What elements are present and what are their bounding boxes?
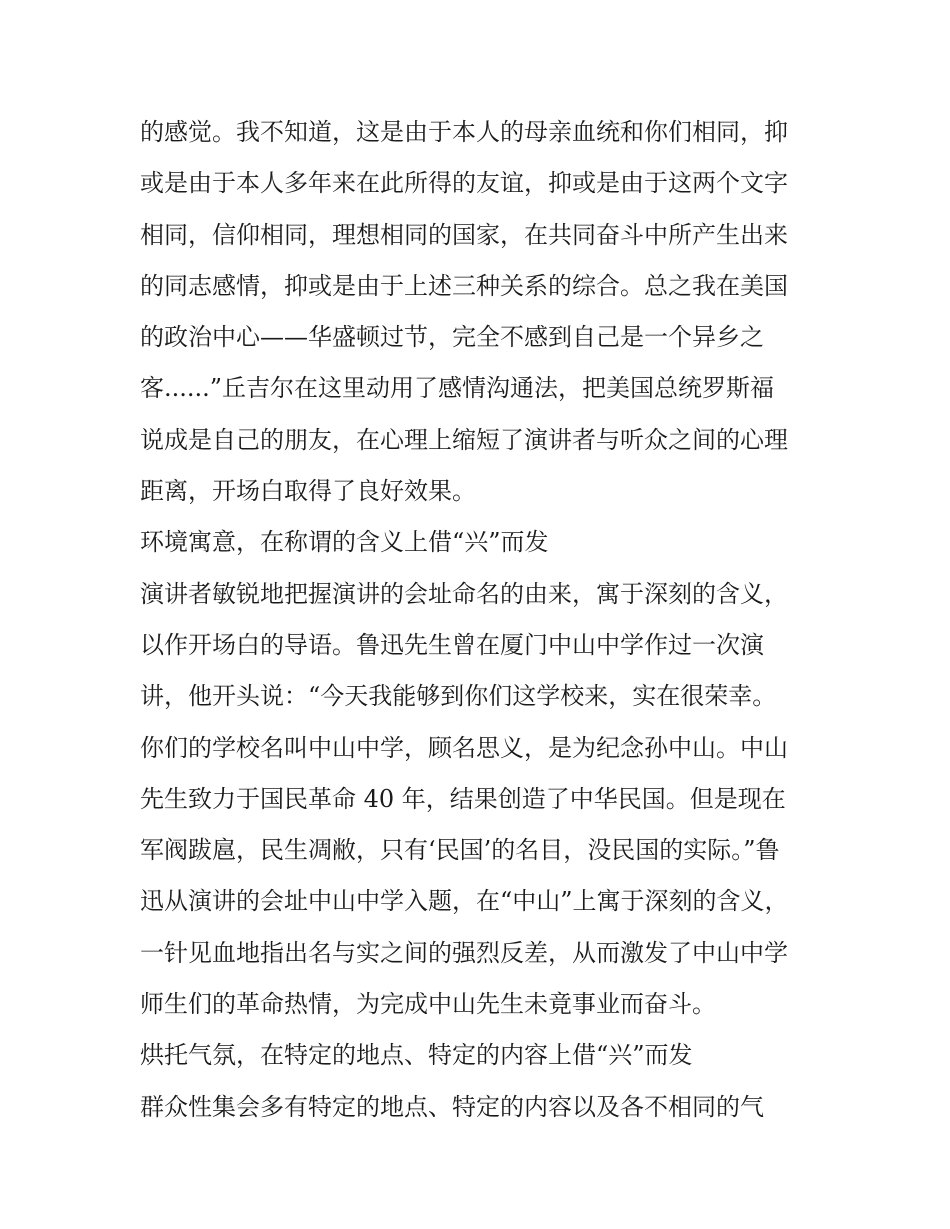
text-line: 群众性集会多有特定的地点、特定的内容以及各不相同的气 (140, 1092, 764, 1121)
text-line: 一针见血地指出名与实之间的强烈反差，从而激发了中山中学 (140, 938, 788, 967)
text-line: 客......”丘吉尔在这里动用了感情沟通法，把美国总统罗斯福 (140, 374, 775, 403)
text-line: 先生致力于国民革命 40 年，结果创造了中华民国。但是现在 (140, 784, 786, 813)
document-body (140, 107, 820, 1133)
text-line: 说成是自己的朋友，在心理上缩短了演讲者与听众之间的心理 (140, 425, 788, 454)
text-line: 迅从演讲的会址中山中学入题，在“中山”上寓于深刻的含义， (140, 887, 789, 916)
text-line: 的政治中心——华盛顿过节，完全不感到自己是一个异乡之 (140, 323, 764, 352)
text-line: 的同志感情，抑或是由于上述三种关系的综合。总之我在美国 (140, 271, 788, 300)
text-line: 讲，他开头说：“今天我能够到你们这学校来，实在很荣幸。 (140, 682, 777, 711)
text-line: 你们的学校名叫中山中学，顾名思义，是为纪念孙中山。中山 (140, 733, 788, 762)
text-line: 或是由于本人多年来在此所得的友谊，抑或是由于这两个文字 (140, 169, 788, 198)
text-line: 师生们的革命热情，为完成中山先生未竟事业而奋斗。 (140, 990, 716, 1019)
text-line: 距离，开场白取得了良好效果。 (140, 477, 476, 506)
text-line: 军阀跋扈，民生凋敝，只有‘民国’的名目，没民国的实际。”鲁 (140, 836, 780, 865)
section-heading: 烘托气氛，在特定的地点、特定的内容上借“兴”而发 (140, 1041, 693, 1070)
text-line: 演讲者敏锐地把握演讲的会址命名的由来，寓于深刻的含义， (140, 579, 788, 608)
text-line: 以作开场白的导语。鲁迅先生曾在厦门中山中学作过一次演 (140, 630, 764, 659)
section-heading: 环境寓意，在称谓的含义上借“兴”而发 (140, 528, 549, 557)
text-line: 的感觉。我不知道，这是由于本人的母亲血统和你们相同，抑 (140, 118, 788, 146)
text-line: 相同，信仰相同，理想相同的国家，在共同奋斗中所产生出来 (140, 220, 788, 249)
